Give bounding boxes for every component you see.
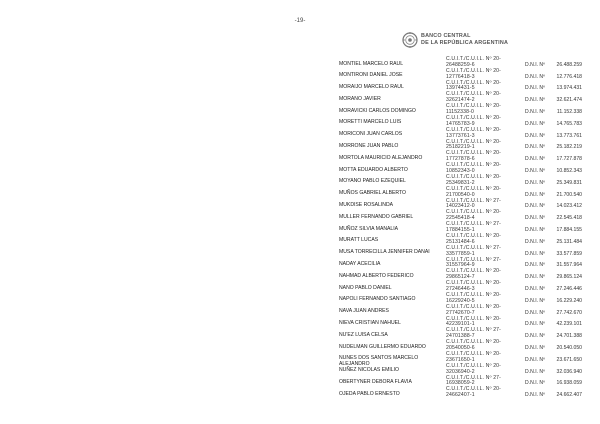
- cuit-label: C.U.I.T./C.U.I.L. Nº: [446, 209, 492, 216]
- cuit-label: C.U.I.T./C.U.I.L. Nº: [446, 162, 492, 169]
- cuit-label: C.U.I.T./C.U.I.L. Nº: [446, 56, 492, 62]
- cuit-value: 20-25182219-1: [446, 138, 502, 151]
- list-item: [0, 210, 600, 222]
- dni-value: 29.865.124: [556, 274, 582, 281]
- cuit-label: C.U.I.T./C.U.I.L. Nº: [446, 280, 492, 287]
- dni-label: D.N.I. Nº: [525, 226, 545, 233]
- dni-label: D.N.I. Nº: [525, 368, 545, 375]
- list-item: [0, 81, 600, 93]
- cuit-value: 20-21700540-0: [446, 185, 502, 198]
- person-name: NADAY ACECILIA: [339, 261, 381, 268]
- dni-value: 32.621.474: [556, 97, 582, 104]
- dni-value: 32.036.940: [556, 368, 582, 375]
- cuit-value: 20-14765783-9: [446, 114, 502, 127]
- list-item: [0, 305, 600, 317]
- person-name: MOTTA EDUARDO ALBERTO: [339, 166, 408, 173]
- person-name: MUKDISE ROSALINDA: [339, 202, 394, 209]
- list-item: [0, 199, 600, 211]
- dni-label: D.N.I. Nº: [525, 167, 545, 174]
- cuit-value: 20-13773761-3: [446, 126, 502, 139]
- list-item: [0, 57, 600, 69]
- person-name: MURATT LUCAS: [339, 237, 379, 244]
- person-name: OJEDA PABLO ERNESTO: [339, 390, 400, 397]
- list-item: [0, 246, 600, 258]
- cuit-value: 20-42239101-1: [446, 315, 502, 328]
- person-name: MUSA TORRECILLA JENNIFER DANAI: [339, 249, 430, 256]
- dni-label: D.N.I. Nº: [525, 262, 545, 269]
- cuit-label: C.U.I.T./C.U.I.L. Nº: [446, 303, 492, 310]
- list-item: [0, 281, 600, 293]
- person-name: OBERTYNER DEBORA FLAVIA: [339, 379, 412, 386]
- dni-value: 31.557.964: [556, 262, 582, 269]
- dni-label: D.N.I. Nº: [525, 274, 545, 281]
- dni-label: D.N.I. Nº: [525, 97, 545, 104]
- dni-value: 24.701.388: [556, 333, 582, 340]
- person-name: MOYANO PABLO EZEQUIEL: [339, 178, 406, 185]
- list-item: [0, 163, 600, 175]
- list-item: [0, 104, 600, 116]
- dni-label: D.N.I. Nº: [525, 344, 545, 351]
- dni-value: 10.852.343: [556, 167, 582, 174]
- cuit-label: C.U.I.T./C.U.I.L. Nº: [446, 221, 492, 228]
- list-item: [0, 92, 600, 104]
- cuit-value: 20-20540050-6: [446, 339, 502, 351]
- dni-label: D.N.I. Nº: [525, 120, 545, 127]
- cuit-value: 20-25131484-6: [446, 232, 502, 245]
- person-name: MORETTI MARCELO LUIS: [339, 119, 402, 126]
- cuit-value: 20-11152338-0: [446, 103, 502, 115]
- list-item: [0, 269, 600, 281]
- list-item: [0, 222, 600, 234]
- dni-label: D.N.I. Nº: [525, 238, 545, 245]
- dni-label: D.N.I. Nº: [525, 333, 545, 340]
- dni-label: D.N.I. Nº: [525, 380, 545, 387]
- dni-label: D.N.I. Nº: [525, 215, 545, 222]
- dni-value: 11.152.338: [556, 108, 582, 115]
- dni-value: 27.742.670: [556, 309, 582, 316]
- dni-value: 22.545.418: [556, 215, 582, 222]
- cuit-label: C.U.I.T./C.U.I.L. Nº: [446, 79, 492, 86]
- cuit-value: 20-12776418-3: [446, 67, 502, 80]
- dni-value: 25.349.831: [556, 179, 582, 186]
- bank-name-line1: BANCO CENTRAL: [421, 33, 471, 39]
- cuit-label: C.U.I.T./C.U.I.L. Nº: [446, 67, 492, 74]
- person-name: MUÑOS GABRIEL ALBERTO: [339, 190, 406, 197]
- cuit-value: 20-27246446-3: [446, 280, 502, 292]
- cuit-value: 27-24701388-7: [446, 327, 502, 340]
- dni-value: 16.938.059: [556, 380, 582, 387]
- person-name: NU'EZ LUISA CELSA: [339, 331, 388, 338]
- dni-value: 25.131.484: [556, 238, 582, 245]
- dni-label: D.N.I. Nº: [525, 144, 545, 151]
- cuit-value: 27-31557964-9: [446, 256, 502, 269]
- person-name: MUÑOZ SILVIA MANALIA: [339, 225, 399, 232]
- list-item: [0, 387, 600, 399]
- person-name: NUDELMAN GUILLERMO EDUARDO: [339, 343, 426, 350]
- cuit-label: C.U.I.T./C.U.I.L. Nº: [446, 256, 492, 263]
- person-name: MONTIEL MARCELO RAUL: [339, 60, 404, 67]
- dni-label: D.N.I. Nº: [525, 309, 545, 316]
- person-name: NAVA JUAN ANDRES: [339, 308, 389, 315]
- cuit-label: C.U.I.T./C.U.I.L. Nº: [446, 114, 492, 121]
- cuit-value: 20-32621474-2: [446, 91, 502, 104]
- dni-label: D.N.I. Nº: [525, 392, 545, 399]
- person-name: NAPOLI FERNANDO SANTIAGO: [339, 296, 416, 303]
- cuit-label: C.U.I.T./C.U.I.L. Nº: [446, 244, 492, 251]
- cuit-label: C.U.I.T./C.U.I.L. Nº: [446, 126, 492, 133]
- dni-value: 33.577.859: [556, 250, 582, 257]
- cuit-value: 20-27742670-7: [446, 303, 502, 316]
- dni-value: 12.776.418: [556, 73, 582, 80]
- cuit-label: C.U.I.T./C.U.I.L. Nº: [446, 350, 492, 357]
- dni-label: D.N.I. Nº: [525, 179, 545, 186]
- person-name: MORICONI JUAN CARLOS: [339, 131, 403, 138]
- dni-label: D.N.I. Nº: [525, 285, 545, 292]
- person-name: NIEVA CRISTIAN NAHUEL: [339, 320, 401, 327]
- list-item: [0, 340, 600, 352]
- list-item: [0, 151, 600, 163]
- dni-value: 25.182.219: [556, 144, 582, 151]
- list-item: [0, 364, 600, 376]
- cuit-label: C.U.I.T./C.U.I.L. Nº: [446, 315, 492, 322]
- dni-value: 16.229.240: [556, 297, 582, 304]
- cuit-value: 27-17884155-1: [446, 221, 502, 233]
- dni-value: 17.727.878: [556, 156, 582, 163]
- person-name: MORANO JAVIER: [339, 95, 381, 102]
- bank-logo: [402, 31, 522, 51]
- cuit-label: C.U.I.T./C.U.I.L. Nº: [446, 103, 492, 110]
- dni-label: D.N.I. Nº: [525, 73, 545, 80]
- dni-label: D.N.I. Nº: [525, 297, 545, 304]
- cuit-label: C.U.I.T./C.U.I.L. Nº: [446, 197, 492, 204]
- cuit-label: C.U.I.T./C.U.I.L. Nº: [446, 291, 492, 298]
- list-item: [0, 258, 600, 270]
- dni-label: D.N.I. Nº: [525, 85, 545, 92]
- dni-value: 13.974.431: [556, 85, 582, 92]
- cuit-value: 27-33577859-1: [446, 244, 502, 257]
- dni-value: 20.540.050: [556, 344, 582, 351]
- list-item: [0, 376, 600, 388]
- cuit-value: 20-25349831-2: [446, 173, 502, 186]
- cuit-value: 20-24662407-1: [446, 386, 502, 399]
- cuit-value: 20-13974431-5: [446, 79, 502, 92]
- list-item: [0, 175, 600, 187]
- list-item: [0, 187, 600, 199]
- list-item: [0, 350, 600, 368]
- person-name: MORRONE JUAN PABLO: [339, 143, 399, 150]
- list-item: [0, 128, 600, 140]
- cuit-value: 20-16229240-5: [446, 291, 502, 304]
- person-name: MORAVICKI CARLOS DOMINGO: [339, 107, 416, 114]
- list-item: [0, 140, 600, 152]
- list-item: [0, 293, 600, 305]
- cuit-label: C.U.I.T./C.U.I.L. Nº: [446, 232, 492, 239]
- cuit-value: 20-17727878-6: [446, 150, 502, 163]
- cuit-value: 20-32036940-2: [446, 362, 502, 375]
- dni-label: D.N.I. Nº: [525, 250, 545, 257]
- list-item: [0, 328, 600, 340]
- dni-value: 23.671.650: [556, 356, 582, 363]
- cuit-label: C.U.I.T./C.U.I.L. Nº: [446, 138, 492, 145]
- dni-value: 14.023.412: [556, 203, 582, 210]
- dni-label: D.N.I. Nº: [525, 61, 545, 68]
- cuit-label: C.U.I.T./C.U.I.L. Nº: [446, 91, 492, 98]
- dni-value: 21.700.540: [556, 191, 582, 198]
- cuit-label: C.U.I.T./C.U.I.L. Nº: [446, 374, 492, 381]
- person-name: NANO PABLO DANIEL: [339, 284, 392, 291]
- page-number: -19-: [294, 18, 306, 24]
- bank-emblem-icon: [402, 31, 418, 49]
- dni-value: 24.662.407: [556, 392, 582, 399]
- cuit-label: C.U.I.T./C.U.I.L. Nº: [446, 150, 492, 157]
- dni-label: D.N.I. Nº: [525, 356, 545, 363]
- dni-value: 14.765.783: [556, 120, 582, 127]
- dni-label: D.N.I. Nº: [525, 191, 545, 198]
- persons-list: [0, 57, 600, 399]
- cuit-value: 20-23671650-1: [446, 350, 502, 363]
- cuit-value: 20-10852343-0: [446, 162, 502, 174]
- cuit-field: [446, 387, 510, 399]
- cuit-label: C.U.I.T./C.U.I.L. Nº: [446, 185, 492, 192]
- dni-label: D.N.I. Nº: [525, 156, 545, 163]
- dni-label: D.N.I. Nº: [525, 108, 545, 115]
- cuit-label: C.U.I.T./C.U.I.L. Nº: [446, 339, 492, 346]
- list-item: [0, 116, 600, 128]
- dni-value: 42.239.101: [556, 321, 582, 328]
- cuit-value: 27-16938059-2: [446, 374, 502, 387]
- dni-label: D.N.I. Nº: [525, 132, 545, 139]
- list-item: [0, 234, 600, 246]
- dni-label: D.N.I. Nº: [525, 321, 545, 328]
- bank-name-line2: DE LA REPÚBLICA ARGENTINA: [421, 40, 509, 46]
- dni-value: 17.884.155: [556, 226, 582, 233]
- dni-label: D.N.I. Nº: [525, 203, 545, 210]
- cuit-value: 20-26488259-6: [446, 56, 502, 68]
- dni-value: 27.246.446: [556, 285, 582, 292]
- cuit-label: C.U.I.T./C.U.I.L. Nº: [446, 173, 492, 180]
- cuit-label: C.U.I.T./C.U.I.L. Nº: [446, 327, 492, 334]
- dni-value: 26.488.259: [556, 61, 582, 68]
- list-item: [0, 317, 600, 329]
- cuit-label: C.U.I.T./C.U.I.L. Nº: [446, 362, 492, 369]
- person-name: NAHMAD ALBERTO FEDERICO: [339, 272, 414, 279]
- person-name: NUÑEZ NICOLAS EMILIO: [339, 367, 400, 374]
- cuit-value: 20-29865124-7: [446, 268, 502, 281]
- person-name: MULLER FERNANDO GABRIEL: [339, 213, 414, 220]
- person-name: MORTOLA MAURICIO ALEJANDRO: [339, 154, 423, 161]
- person-name: NUNES DOS SANTOS MARCELO ALEJANDRO: [339, 355, 419, 368]
- cuit-value: 20-22545418-4: [446, 209, 502, 222]
- person-name: MONTIRONI DANIEL JOSE: [339, 72, 403, 79]
- dni-value: 13.773.761: [556, 132, 582, 139]
- cuit-label: C.U.I.T./C.U.I.L. Nº: [446, 268, 492, 275]
- person-name: MORAIJO MARCELO RAUL: [339, 84, 404, 91]
- cuit-label: C.U.I.T./C.U.I.L. Nº: [446, 386, 492, 393]
- cuit-value: 27-14023412-0: [446, 197, 502, 210]
- list-item: [0, 69, 600, 81]
